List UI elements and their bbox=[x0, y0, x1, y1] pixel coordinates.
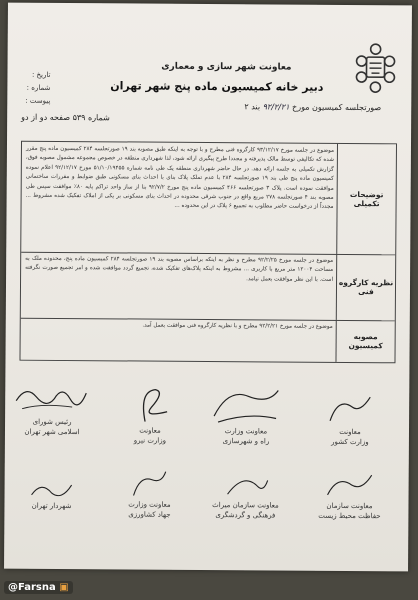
document-meta bbox=[25, 69, 50, 108]
tehran-municipality-logo bbox=[353, 41, 397, 93]
handwritten-signature bbox=[115, 385, 185, 425]
row-text: موضوع در جلسه مورخ ۹۳/۱۲/۱۷ کارگروه فنی مطرح و با توجه به اینکه طبق مصوبه بند ۱۹ صورتجلسه ۲۸۴ کمیسیون ماده پنج مقرر شده که تکالیفی توسط مالک پذیرفته و مجددا طرح پیگیری ارائه شود، لذا شهرداری منطقه در خصوص مجموعه مشمول مصوبه فوق، گزارش تکمیلی به جلسه ارائه دهد. در حال حاضر شهرداری منطقه یک طی نامه شماره ۵۱/۱۰/۱۹۴۵۵ مورخ ۹۲/۱۲/۱۷ اعلام نموده کمیسیون ماده پنج طی بند ۱۹ صورتجلسه ۲۸۴ با عدم تملک پلاک بنای با احداث بنای مسکونی طبق ضوابط و مقررات ساختمانی موافقت نموده است. پلاک ۳ صورتجلسه ۴۶۶ کمیسیون ماده پنج مورخ ۹۲/۷/۲ بنا از ساز واحد تراکم پایه ۸۰٪ موافقت سپس طی مصوبه بند ۴ صورتجلسه ۲۷۸ مربع واقع در جنوب شرقی محدوده در احداث بنای مسکونی بر یکی از املاک تفکیک شده مشروط ... مجدداً از درخواست حاضر مطلوب به تجمیع ۶ پلاک در این محدوده ... bbox=[25, 145, 334, 211]
handwritten-signature bbox=[320, 391, 380, 427]
signature-block bbox=[104, 469, 194, 520]
signature-block bbox=[105, 385, 195, 446]
minutes-table bbox=[19, 141, 397, 364]
signatory-title: رئیس شورای bbox=[32, 417, 72, 427]
watermark bbox=[4, 581, 73, 594]
signatures-area bbox=[4, 363, 409, 572]
attachment-field: پیوست : bbox=[25, 96, 51, 105]
signature-block bbox=[6, 475, 96, 512]
handwritten-signature bbox=[320, 471, 380, 501]
handwritten-signature bbox=[120, 469, 180, 499]
table-row bbox=[21, 142, 396, 256]
signatory-org: جهاد کشاورزی bbox=[128, 510, 171, 519]
signatory-title: معاونت وزارت bbox=[224, 427, 268, 436]
session-line bbox=[244, 102, 381, 112]
signature-block bbox=[200, 470, 290, 521]
signature-block bbox=[304, 471, 394, 522]
row-text: موضوع در جلسه مورخ ۹۲/۲/۲۵ مطرح و نظر به اینکه براساس مصوبه بند ۱۹ صورتجلسه ۲۸۴ کمیسیون ماده پنج، محدوده ملک به مساحت ۱۲۰۰۴ متر مربع با کاربری ... مشروط به اینکه پلاک‌های تفکیک شده، تجمیع گردد موافقت شده و امر تجمیع صورت نگرفته است. با این نظر موافقت بعمل نیامد. bbox=[25, 255, 334, 283]
date-field: تاریخ : bbox=[31, 70, 51, 79]
handwritten-signature bbox=[12, 381, 92, 418]
signatory-org: راه و شهرسازی bbox=[222, 437, 270, 446]
handwritten-signature bbox=[216, 470, 276, 500]
signature-block bbox=[201, 386, 291, 447]
handwritten-signature bbox=[206, 386, 286, 427]
row-text: موضوع در جلسه مورخ ۹۲/۲/۲۱ مطرح و با نظریه کارگروه فنی موافقت بعمل آمد. bbox=[142, 322, 333, 330]
signatory-title: شهردار تهران bbox=[31, 501, 72, 511]
signatory-org: اسلامی شهر تهران bbox=[24, 427, 80, 437]
document-title: دبیر خانه کمیسیون ماده پنج شهر تهران bbox=[110, 79, 324, 94]
handwritten-signature bbox=[22, 475, 82, 501]
row-label: مصوبه کمیسیون bbox=[335, 320, 394, 362]
page-number: شماره ۵۳۹ صفحه دو از دو bbox=[21, 112, 110, 123]
session-date: ۹۲/۲/۲۱ bbox=[262, 102, 290, 112]
signatory-title: معاونت سازمان bbox=[326, 501, 373, 511]
watermark-icon: ▣ bbox=[59, 582, 69, 593]
department-subtitle: معاونت شهر سازی و معماری bbox=[161, 61, 292, 73]
signatory-org: فرهنگی و گردشگری bbox=[215, 511, 276, 520]
signature-block bbox=[305, 391, 395, 448]
table-row bbox=[20, 318, 394, 363]
signatory-org: وزارت کشور bbox=[331, 437, 369, 447]
row-label: نظریه کارگروه فنی bbox=[336, 254, 395, 320]
signatory-title: معاونت bbox=[139, 426, 161, 435]
signatory-org: وزارت نیرو bbox=[133, 436, 167, 445]
session-item: بند ۲ bbox=[244, 102, 261, 112]
signatory-title: معاونت وزارت bbox=[128, 500, 171, 509]
signatory-title: معاونت bbox=[339, 427, 361, 437]
watermark-text: @Farsna bbox=[8, 582, 56, 593]
session-prefix: صورتجلسه کمیسیون مورخ bbox=[292, 102, 382, 113]
document-page bbox=[4, 3, 412, 572]
signatory-org: حفاظت محیط زیست bbox=[318, 511, 381, 521]
row-label: توضیحات تکمیلی bbox=[336, 144, 396, 254]
signature-block bbox=[7, 381, 97, 438]
table-row bbox=[21, 252, 395, 322]
signatory-title: معاونت سازمان میراث bbox=[212, 501, 279, 510]
number-field: شماره : bbox=[26, 83, 51, 92]
